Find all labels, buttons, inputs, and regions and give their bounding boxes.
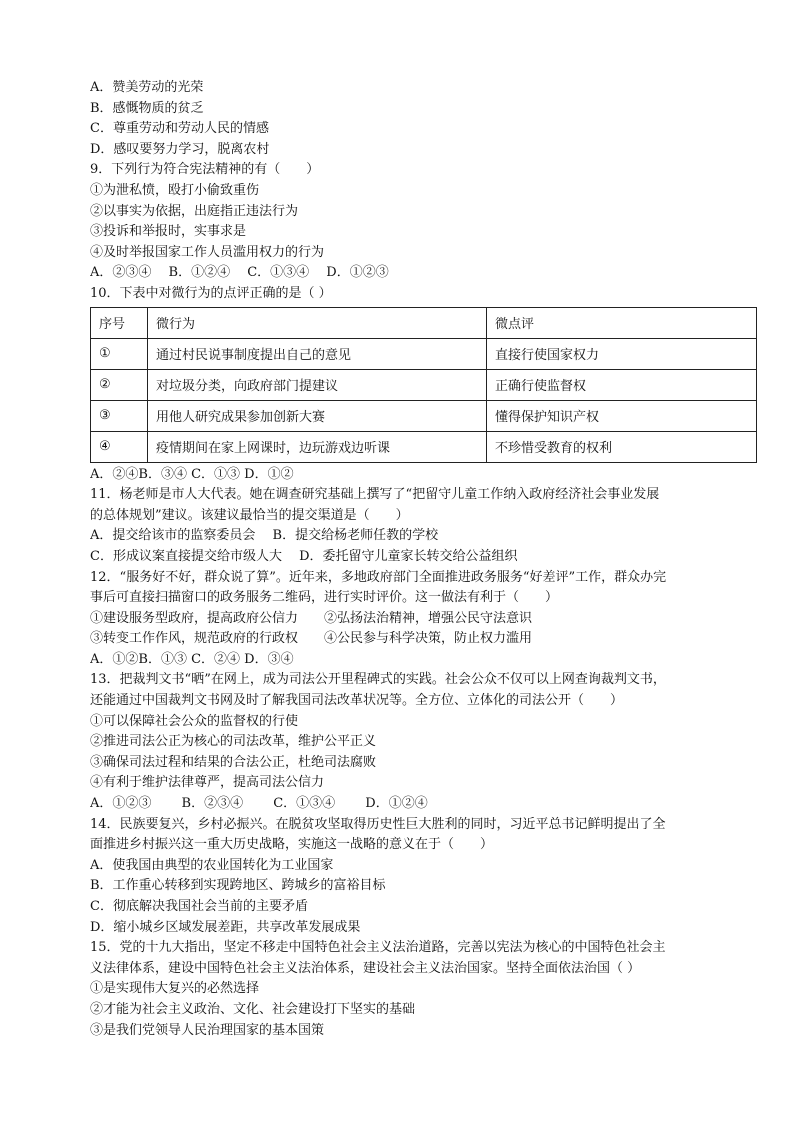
row-comment: 正确行使监督权	[487, 369, 757, 400]
row-behavior: 疫情期间在家上网课时，边玩游戏边听课	[148, 431, 487, 462]
q11-options-ab: A．提交给该市的监察委员会 B．提交给杨老师任教的学校	[90, 528, 439, 544]
row-number: ④	[91, 431, 148, 462]
q13-item-3: ③确保司法过程和结果的合法公正，杜绝司法腐败	[90, 754, 377, 770]
table-row	[91, 369, 757, 400]
row-comment: 不珍惜受教育的权利	[487, 431, 757, 462]
q10-options: A．②④B．③④ C．①③ D．①②	[90, 466, 294, 482]
header-behavior: 微行为	[148, 307, 487, 338]
header-number: 序号	[91, 307, 148, 338]
q8-option-d: D．感叹要努力学习，脱离农村	[90, 141, 270, 157]
q13-item-4: ④有利于维护法律尊严，提高司法公信力	[90, 775, 325, 791]
q9-item-2: ②以事实为依据，出庭指正违法行为	[90, 203, 299, 219]
q12-options: A．①②B．①③ C．②④ D．③④	[90, 651, 294, 667]
q15-stem-line-2: 义法律体系，建设中国特色社会主义法治体系，建设社会主义法治国家。坚持全面依法治国（ ）	[90, 960, 641, 976]
q11-stem-line-2: 的总体规划”建议。该建议最恰当的提交渠道是（ ）	[90, 507, 409, 523]
q9-item-4: ④及时举报国家工作人员滥用权力的行为	[90, 244, 325, 260]
row-comment: 懂得保护知识产权	[487, 400, 757, 431]
q15-stem-line-1: 15．党的十九大指出，坚定不移走中国特色社会主义法治道路，完善以宪法为核心的中国特色社会主	[90, 940, 666, 956]
q12-items-3-4: ③转变工作作风，规范政府的行政权 ④公民参与科学决策，防止权力滥用	[90, 631, 533, 647]
q14-option-c: C．彻底解决我国社会当前的主要矛盾	[90, 899, 308, 914]
q15-item-1: ①是实现伟大复兴的必然选择	[90, 981, 260, 997]
header-comment: 微点评	[487, 307, 757, 338]
q14-option-b: B．工作重心转移到实现跨地区、跨城乡的富裕目标	[90, 878, 386, 894]
row-comment: 直接行使国家权力	[487, 338, 757, 369]
table-header-row	[91, 307, 757, 338]
q14-stem-line-2: 面推进乡村振兴这一重大历史战略，实施这一战略的意义在于（ ）	[90, 837, 494, 853]
q12-items-1-2: ①建设服务型政府，提高政府公信力 ②弘扬法治精神，增强公民守法意识	[90, 610, 533, 626]
q9-stem: 9．下列行为符合宪法精神的有（ ）	[90, 162, 320, 178]
row-number: ③	[91, 400, 148, 431]
table-row	[91, 431, 757, 462]
q8-option-c: C．尊重劳动和劳动人民的情感	[90, 121, 269, 137]
row-behavior: 用他人研究成果参加创新大赛	[148, 400, 487, 431]
q14-stem-line-1: 14．民族要复兴，乡村必振兴。在脱贫攻坚取得历史性巨大胜利的同时，习近平总书记鲜明提出了全	[90, 816, 666, 832]
q13-options: A．①②③ B．②③④ C．①③④ D．①②④	[90, 796, 428, 812]
q8-option-b: B．感慨物质的贫乏	[90, 100, 204, 116]
q11-options-cd: C．形成议案直接提交给市级人大 D．委托留守儿童家长转交给公益组织	[90, 548, 518, 564]
table-row	[91, 400, 757, 431]
q8-option-a: A．赞美劳动的光荣	[90, 80, 204, 95]
row-behavior: 对垃圾分类，向政府部门提建议	[148, 369, 487, 400]
row-number: ①	[91, 338, 148, 369]
q9-item-3: ③投诉和举报时，实事求是	[90, 224, 247, 240]
q13-stem-line-2: 还能通过中国裁判文书网及时了解我国司法改革状况等。全方位、立体化的司法公开（ ）	[90, 693, 624, 709]
row-behavior: 通过村民说事制度提出自己的意见	[148, 338, 487, 369]
row-number: ②	[91, 369, 148, 400]
q14-option-a: A．使我国由典型的农业国转化为工业国家	[90, 857, 334, 873]
q13-stem-line-1: 13．把裁判文书“晒”在网上，成为司法公开里程碑式的实践。社会公众不仅可以上网查询裁判文书，	[90, 672, 666, 688]
q13-item-1: ①可以保障社会公众的监督权的行使	[90, 713, 299, 729]
q9-options: A．②③④ B．①②④ C．①③④ D．①②③	[90, 265, 389, 281]
q15-item-3: ③是我们党领导人民治理国家的基本国策	[90, 1022, 325, 1038]
page-content	[90, 78, 756, 1041]
q11-stem-line-1: 11．杨老师是市人大代表。她在调查研究基础上撰写了“把留守儿童工作纳入政府经济社会事业发展	[90, 487, 660, 503]
q12-stem-line-1: 12．“服务好不好，群众说了算”。近年来，多地政府部门全面推进政务服务“好差评”工作，群众办完	[90, 569, 667, 585]
q15-item-2: ②才能为社会主义政治、文化、社会建设打下坚实的基础	[90, 1001, 416, 1017]
q10-table	[90, 307, 757, 463]
q9-item-1: ①为泄私愤，殴打小偷致重伤	[90, 182, 260, 198]
q13-item-2: ②推进司法公正为核心的司法改革，维护公平正义	[90, 734, 377, 750]
q12-stem-line-2: 事后可直接扫描窗口的政务服务二维码，进行实时评价。这一做法有利于（ ）	[90, 590, 559, 606]
q14-option-d: D．缩小城乡区域发展差距，共享改革发展成果	[90, 919, 361, 935]
q10-stem: 10．下表中对微行为的点评正确的是（ ）	[90, 285, 332, 301]
table-row	[91, 338, 757, 369]
